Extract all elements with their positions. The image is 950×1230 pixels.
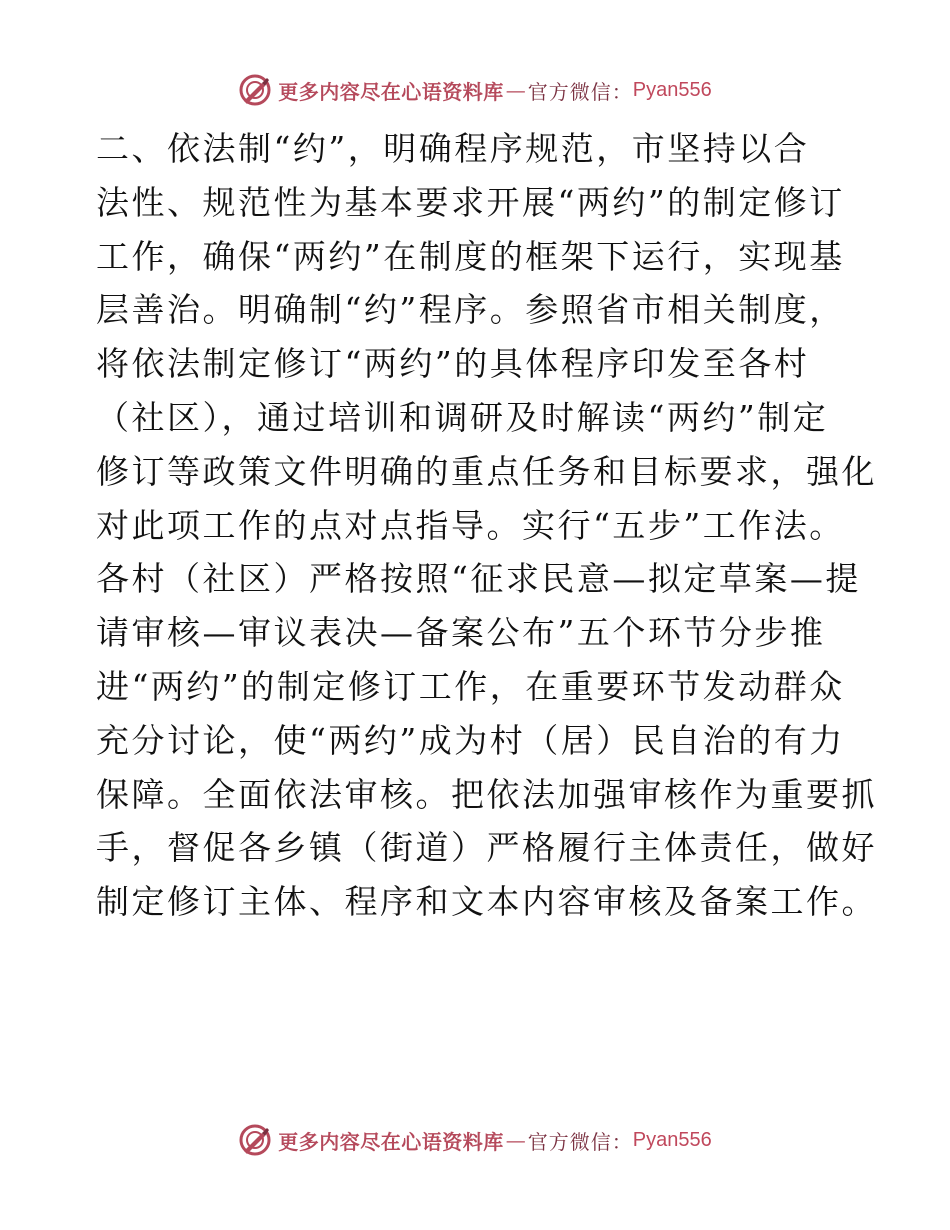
watermark-wechat-id: Pyan556 — [632, 78, 712, 101]
watermark-main-text: 更多内容尽在心语资料库 — [278, 79, 504, 104]
watermark-wechat-label: 官方微信： — [527, 1129, 633, 1154]
body-line: 各村（社区）严格按照“征求民意—拟定草案—提 — [96, 559, 861, 599]
body-line: 制定修订主体、程序和文本内容审核及备案工作。 — [96, 882, 877, 922]
body-line: 修订等政策文件明确的重点任务和目标要求，强化 — [96, 451, 877, 491]
watermark-dash: — — [505, 1128, 526, 1152]
body-line: 法性、规范性为基本要求开展“两约”的制定修订 — [96, 182, 845, 222]
watermark-main-text: 更多内容尽在心语资料库 — [278, 1129, 504, 1154]
body-line: 层善治。明确制“约”程序。参照省市相关制度， — [96, 290, 845, 330]
body-line: 进“两约”的制定修订工作，在重要环节发动群众 — [96, 666, 845, 706]
watermark-dash: — — [505, 78, 526, 102]
body-line: （社区），通过培训和调研及时解读“两约”制定 — [96, 397, 829, 437]
body-line: 充分讨论，使“两约”成为村（居）民自治的有力 — [96, 720, 845, 760]
pen-logo-icon — [238, 1123, 272, 1157]
footer-watermark — [0, 1120, 950, 1160]
watermark-wechat-id: Pyan556 — [632, 1128, 712, 1151]
watermark-wechat-label: 官方微信： — [527, 79, 633, 104]
watermark-text — [278, 1126, 711, 1155]
header-watermark — [0, 70, 950, 110]
body-line: 对此项工作的点对点指导。实行“五步”工作法。 — [96, 505, 845, 545]
pen-logo-icon — [238, 73, 272, 107]
body-line: 工作，确保“两约”在制度的框架下运行，实现基 — [96, 236, 845, 276]
watermark-text — [278, 76, 711, 105]
body-line: 二、依法制“约”，明确程序规范，市坚持以合 — [96, 129, 810, 168]
body-line: 手，督促各乡镇（街道）严格履行主体责任，做好 — [96, 828, 877, 868]
body-line: 请审核—审议表决—备案公布”五个环节分步推 — [96, 613, 826, 653]
body-line: 将依法制定修订“两约”的具体程序印发至各村 — [96, 344, 810, 384]
document-body — [96, 122, 877, 929]
body-line: 保障。全面依法审核。把依法加强审核作为重要抓 — [96, 774, 877, 814]
